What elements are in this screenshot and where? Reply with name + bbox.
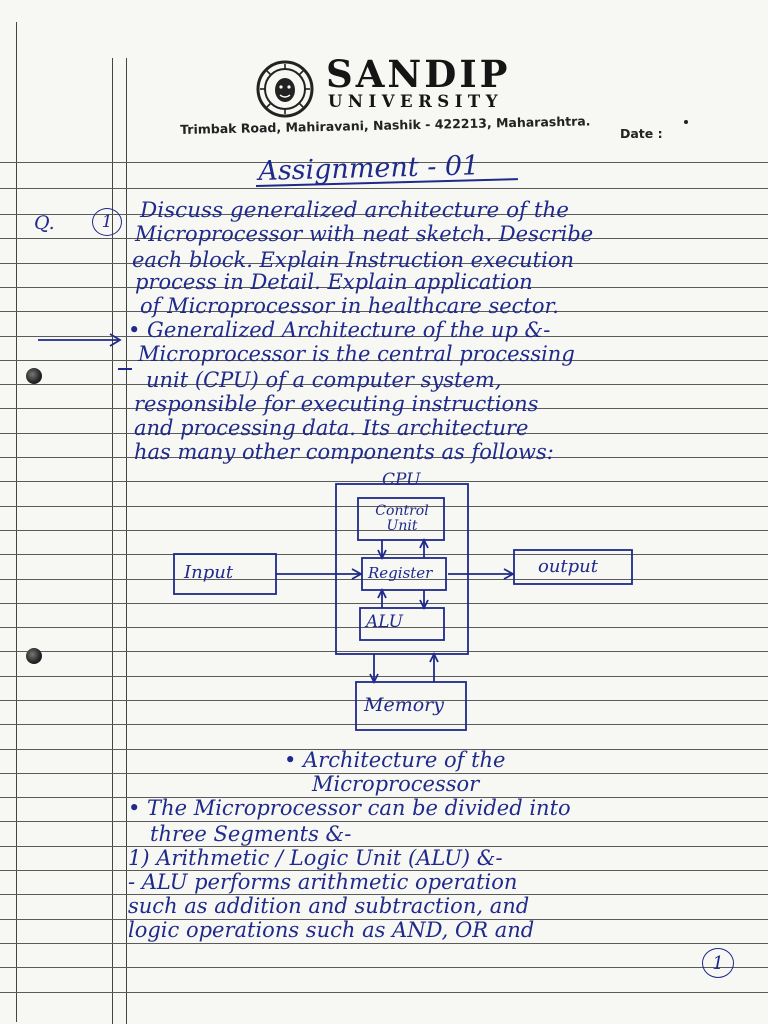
text-line-12: • Architecture of the (284, 748, 506, 772)
output-label: output (538, 556, 599, 577)
text-line-8: unit (CPU) of a computer system, (146, 368, 502, 392)
date-label: Date : (620, 126, 663, 141)
text-line-1: Discuss generalized architecture of the (140, 198, 570, 223)
page-number: 1 (712, 953, 724, 974)
university-logo-icon (256, 60, 314, 118)
text-line-18: such as addition and subtraction, and (128, 894, 530, 918)
ruled-line (0, 992, 768, 993)
text-line-15: three Segments &- (150, 822, 352, 846)
brand-subtitle: UNIVERSITY (328, 92, 503, 111)
question-number-circle (92, 208, 122, 236)
register-label: Register (368, 564, 433, 582)
text-line-14: • The Microprocessor can be divided into (128, 796, 571, 820)
margin-line-inner (112, 58, 113, 1024)
text-line-10: and processing data. Its architecture (134, 416, 529, 440)
university-address: Trimbak Road, Mahiravani, Nashik - 422213, Maharashtra. (180, 113, 591, 137)
text-line-7: Microprocessor is the central processing (138, 342, 575, 366)
cpu-label: CPU (382, 470, 421, 490)
alu-label: ALU (366, 612, 403, 632)
text-line-4: process in Detail. Explain application (135, 270, 533, 294)
text-line-9: responsible for executing instructions (134, 392, 539, 416)
text-line-16: 1) Arithmetic / Logic Unit (ALU) &- (128, 846, 503, 870)
text-line-2: Microprocessor with neat sketch. Describe (135, 222, 594, 246)
punch-hole (26, 648, 42, 664)
punch-hole (26, 368, 42, 384)
text-line-5: of Microprocessor in healthcare sector. (140, 294, 559, 318)
ruled-line (0, 967, 768, 968)
dash-mark (118, 368, 132, 370)
memory-label: Memory (364, 694, 444, 716)
cpu-block-diagram (160, 470, 640, 740)
brand-name: SANDIP (326, 52, 511, 96)
input-label: Input (184, 562, 234, 583)
ruled-line (0, 821, 768, 822)
control-unit-label: Control Unit (375, 503, 429, 534)
text-line-13: Microprocessor (312, 772, 480, 796)
assignment-title: Assignment - 01 (257, 150, 480, 187)
ruled-line (0, 943, 768, 944)
question-number-value: 1 (101, 212, 113, 232)
text-line-19: logic operations such as AND, OR and (128, 918, 535, 942)
text-line-17: - ALU performs arithmetic operation (128, 870, 518, 894)
arrow-right-icon (38, 332, 124, 348)
text-line-3: each block. Explain Instruction execution (132, 248, 574, 272)
ink-dot (684, 120, 688, 124)
ruled-line (0, 188, 768, 189)
text-line-11: has many other components as follows: (134, 440, 554, 464)
letterhead (180, 52, 620, 142)
question-label: Q. (34, 212, 55, 234)
text-line-6: • Generalized Architecture of the up &- (128, 318, 551, 342)
margin-line-outer (16, 22, 17, 1022)
page-number-circle (702, 948, 734, 978)
margin-line-inner-2 (126, 58, 127, 1024)
question-number (30, 208, 124, 236)
